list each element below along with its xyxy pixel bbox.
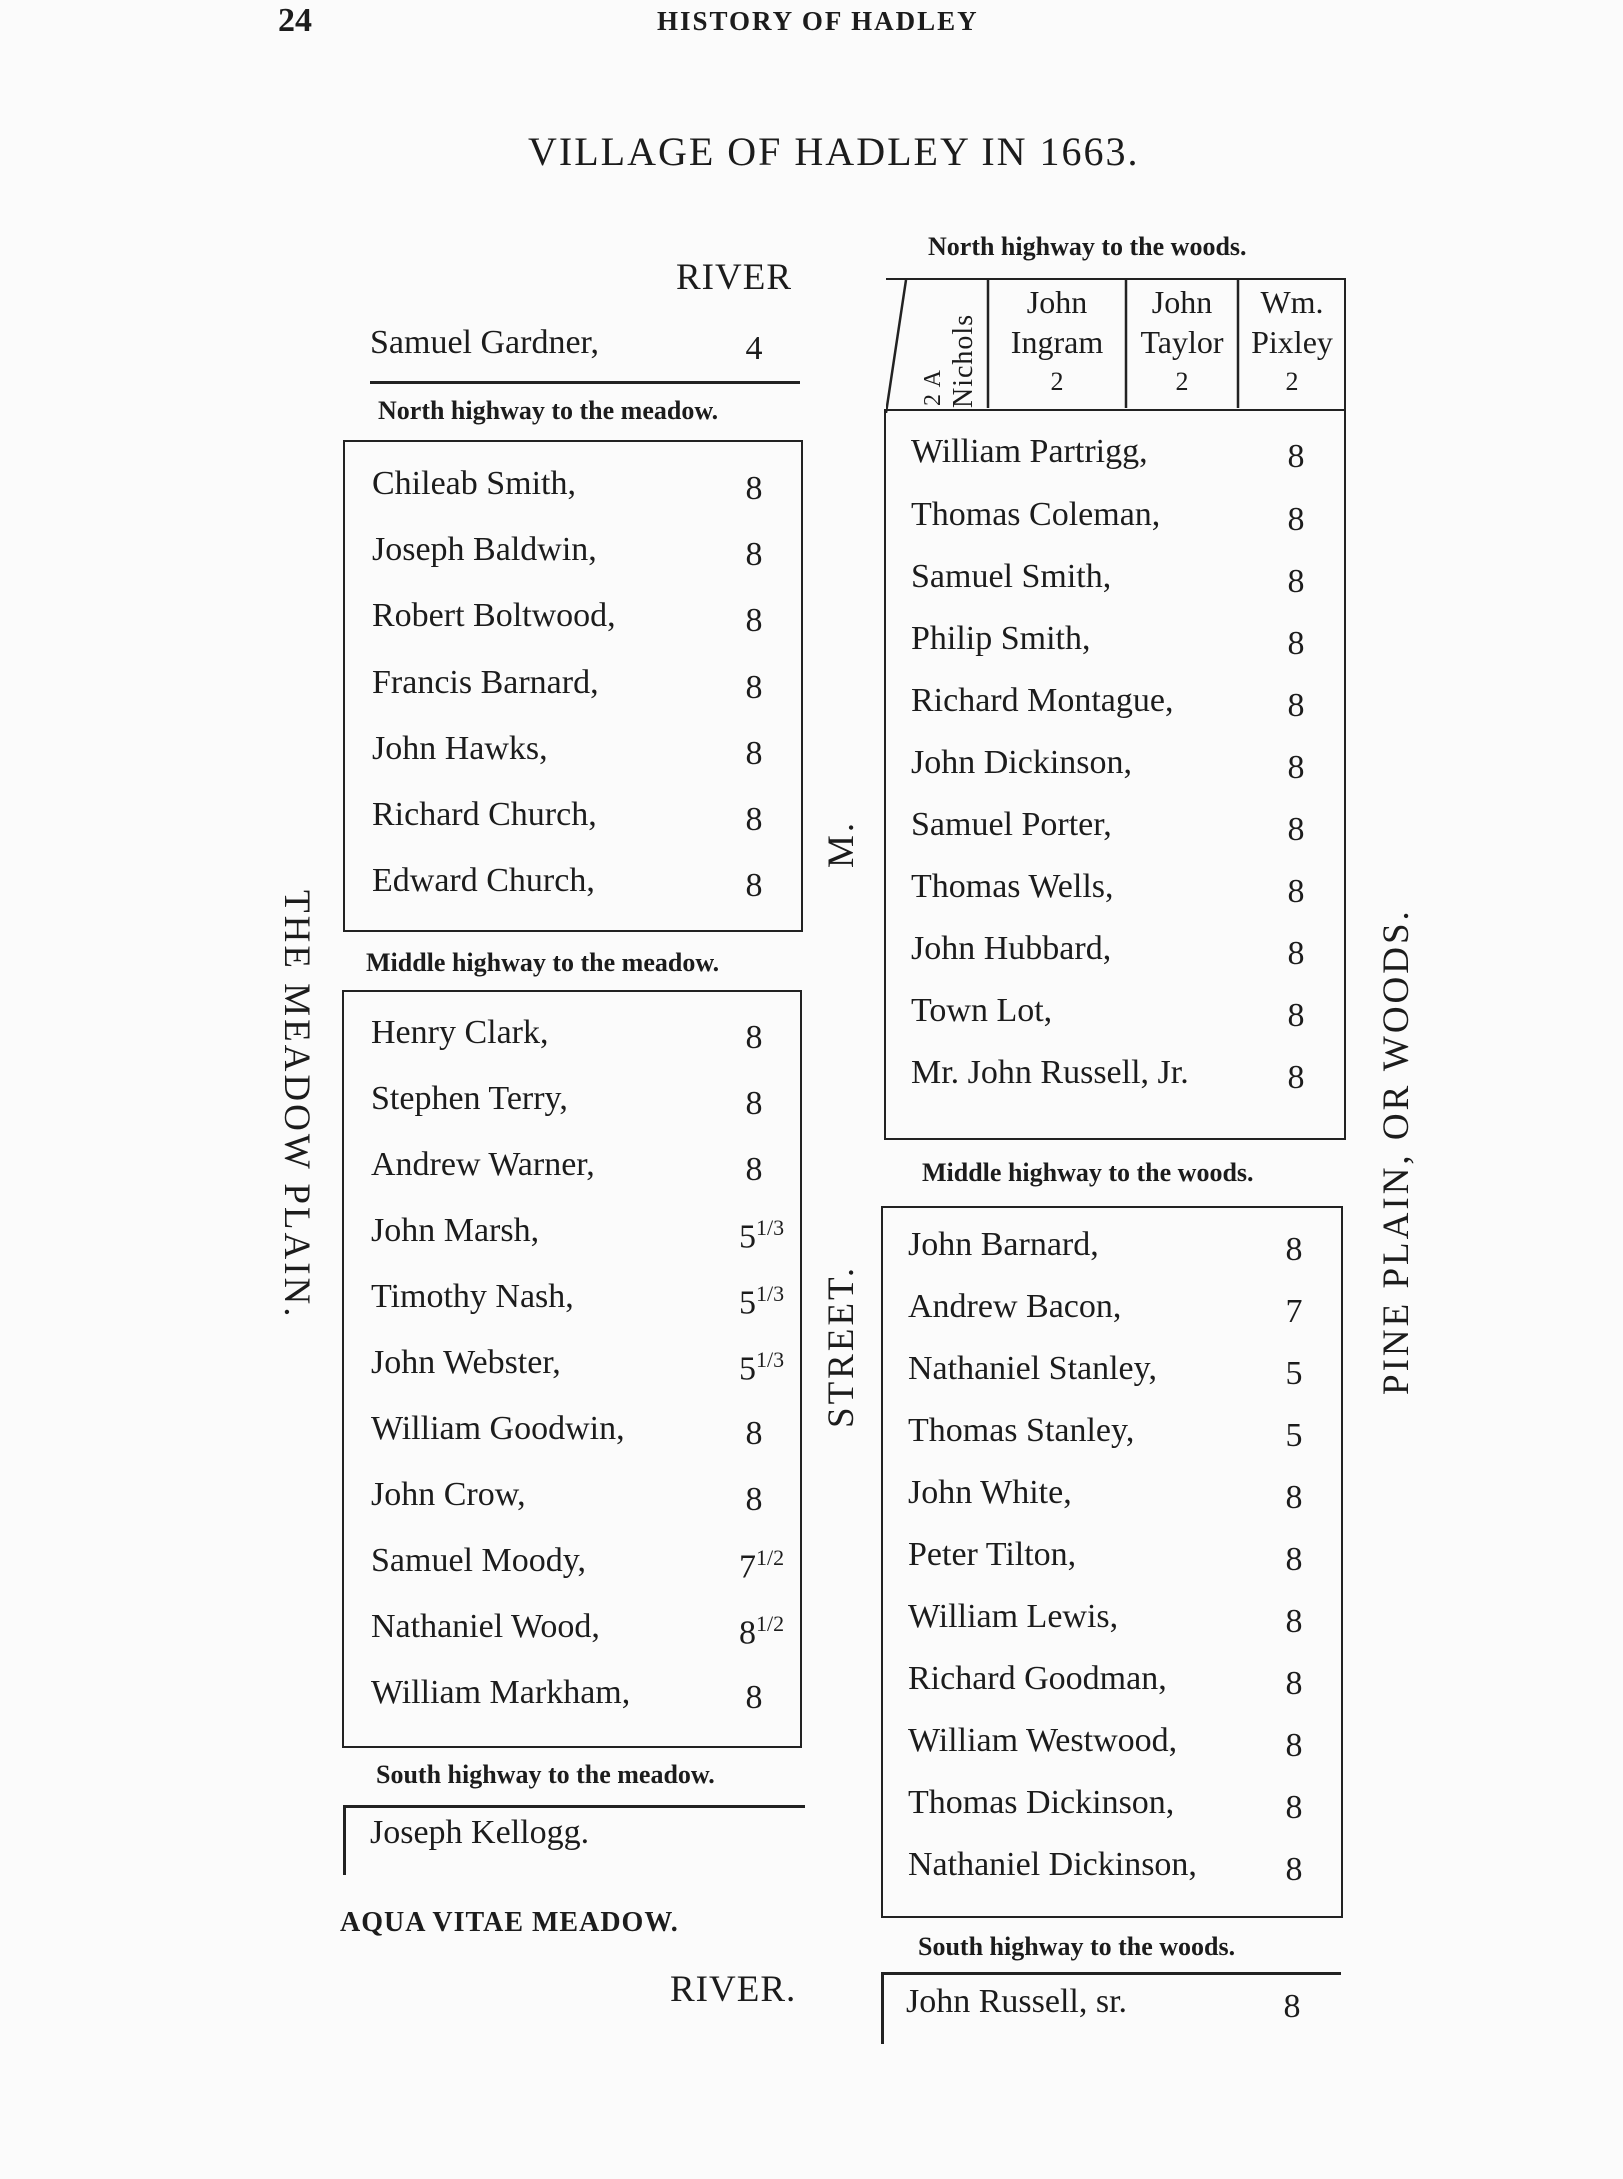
- lot-value: 8: [745, 1085, 763, 1122]
- divider-line: [343, 1805, 346, 1875]
- lot-name: Thomas Stanley,: [908, 1412, 1135, 1449]
- lot-name: Andrew Bacon,: [908, 1288, 1122, 1325]
- lot-value: 8: [1287, 687, 1305, 724]
- river-label-bottom: RIVER.: [670, 1969, 797, 2010]
- lot-name: Francis Barnard,: [372, 664, 599, 701]
- lot-value: 8: [1285, 1851, 1303, 1888]
- lot-value: 8: [1285, 1479, 1303, 1516]
- lot-name: Samuel Porter,: [911, 806, 1112, 843]
- lot-value: 8: [1287, 501, 1305, 538]
- page-number: 24: [278, 2, 312, 39]
- aqua-vitae-meadow-label: AQUA VITAE MEADOW.: [340, 1907, 679, 1938]
- lot-value: 8: [1287, 749, 1305, 786]
- lot-name: John White,: [908, 1474, 1072, 1511]
- lot-name: Samuel Smith,: [911, 558, 1112, 595]
- middle-highway-woods: Middle highway to the woods.: [922, 1158, 1254, 1187]
- west-north-block: [343, 440, 803, 932]
- lot-name: Nathaniel Stanley,: [908, 1350, 1157, 1387]
- lot-name-line: Taylor: [1140, 324, 1224, 360]
- lot-value: 8: [745, 1019, 763, 1056]
- lot-name: Samuel Gardner,: [370, 324, 600, 361]
- lot-name: William Westwood,: [908, 1722, 1178, 1759]
- lot-name-line: John: [1026, 284, 1088, 320]
- lot-name: Nathaniel Wood,: [371, 1608, 600, 1645]
- north-lots-row: [886, 278, 1346, 411]
- lot-name: Mr. John Russell, Jr.: [911, 1054, 1189, 1091]
- lot-value: 2: [1285, 367, 1299, 396]
- lot-name: John Marsh,: [371, 1212, 540, 1249]
- lot-value: $5^{1/3}$: [739, 1215, 785, 1256]
- lot-name: John Hawks,: [372, 730, 548, 767]
- lot-value: $5^{1/3}$: [739, 1347, 785, 1388]
- lot-name-line: Wm.: [1260, 284, 1324, 320]
- lot-value: 8: [1285, 1231, 1303, 1268]
- north-highway-woods: North highway to the woods.: [928, 232, 1247, 261]
- lot-name: William Partrigg,: [911, 433, 1148, 470]
- lot-value: 5: [1285, 1417, 1303, 1454]
- lot-value: 8: [745, 669, 763, 706]
- lot-value: 8: [1285, 1603, 1303, 1640]
- lot-name: John Crow,: [371, 1476, 526, 1513]
- divider-line: [370, 381, 800, 384]
- lot-value: 8: [1287, 438, 1305, 475]
- running-head: HISTORY OF HADLEY: [657, 6, 979, 36]
- lot-value: 8: [1285, 1541, 1303, 1578]
- west-south-block: [342, 990, 802, 1748]
- lot-name-line: Ingram: [1010, 324, 1104, 360]
- lot-value: 8: [745, 1415, 763, 1452]
- meadow-plain-label: THE MEADOW PLAIN.: [276, 890, 317, 1320]
- lot-name: Andrew Warner,: [371, 1146, 595, 1183]
- lot-value: $7^{1/2}$: [739, 1545, 785, 1586]
- lot-value: $8^{1/2}$: [739, 1611, 785, 1652]
- lot-name-line: Pixley: [1251, 324, 1333, 360]
- lot-name: Timothy Nash,: [371, 1278, 574, 1315]
- lot-value: 8: [745, 735, 763, 772]
- divider-line: [343, 1805, 805, 1808]
- lot-name: Edward Church,: [372, 862, 595, 899]
- lot-acreage: 2 A: [920, 368, 946, 406]
- page-title: VILLAGE OF HADLEY IN 1663.: [528, 129, 1140, 174]
- lot-value: 8: [1287, 997, 1305, 1034]
- lot-value: 8: [745, 602, 763, 639]
- lot-name-line: John: [1151, 284, 1213, 320]
- lot-name: Stephen Terry,: [371, 1080, 568, 1117]
- lot-value: 8: [745, 1481, 763, 1518]
- divider-line: [881, 1972, 884, 2044]
- river-label-top: RIVER: [676, 257, 792, 298]
- lot-name: Richard Church,: [372, 796, 597, 833]
- lot-value: 8: [1287, 935, 1305, 972]
- lot-name: John Russell, sr.: [906, 1983, 1128, 2020]
- lot-name: Joseph Kellogg.: [370, 1814, 590, 1851]
- lot-value: 5: [1285, 1355, 1303, 1392]
- lot-value: 8: [745, 867, 763, 904]
- street-label: STREET.: [821, 1264, 862, 1428]
- lot-value: 8: [1285, 1727, 1303, 1764]
- lot-name: John Webster,: [371, 1344, 561, 1381]
- pine-plain-label: PINE PLAIN, OR WOODS.: [1376, 908, 1417, 1395]
- divider-line: [881, 1972, 1341, 1975]
- lot-value: 8: [745, 801, 763, 838]
- lot-value: 8: [1287, 625, 1305, 662]
- lot-name: John Dickinson,: [911, 744, 1132, 781]
- lot-name: Thomas Coleman,: [911, 496, 1161, 533]
- lot-value: 8: [1287, 1059, 1305, 1096]
- lot-name: Nichols: [948, 313, 979, 408]
- lot-name: William Lewis,: [908, 1598, 1119, 1635]
- lot-name: Samuel Moody,: [371, 1542, 587, 1579]
- north-lot-cell: [988, 282, 1126, 402]
- lot-value: 4: [745, 330, 763, 367]
- lot-name: William Goodwin,: [371, 1410, 625, 1447]
- lot-value: 7: [1285, 1293, 1303, 1330]
- lot-value: 8: [1287, 811, 1305, 848]
- street-m-label: M.: [821, 819, 862, 868]
- lot-name: John Barnard,: [908, 1226, 1099, 1263]
- north-lot-cell: [1126, 282, 1238, 402]
- lot-value: 8: [1285, 1665, 1303, 1702]
- lot-name: Henry Clark,: [371, 1014, 549, 1051]
- lot-name: Robert Boltwood,: [372, 597, 616, 634]
- south-highway-woods: South highway to the woods.: [918, 1932, 1236, 1961]
- lot-value: 8: [745, 1151, 763, 1188]
- lot-name: John Hubbard,: [911, 930, 1112, 967]
- south-highway-meadow: South highway to the meadow.: [376, 1760, 715, 1789]
- lot-value: 8: [1283, 1988, 1301, 2025]
- north-highway-meadow: North highway to the meadow.: [378, 396, 719, 425]
- east-south-block: [881, 1206, 1343, 1918]
- lot-value: 8: [1287, 563, 1305, 600]
- lot-name: Chileab Smith,: [372, 465, 576, 502]
- lot-value: 8: [745, 1679, 763, 1716]
- lot-value: 2: [1050, 367, 1064, 396]
- lot-name: Thomas Dickinson,: [908, 1784, 1175, 1821]
- lot-name: Richard Montague,: [911, 682, 1174, 719]
- lot-name: Joseph Baldwin,: [372, 531, 597, 568]
- lot-name: Thomas Wells,: [911, 868, 1114, 905]
- lot-name: Nathaniel Dickinson,: [908, 1846, 1197, 1883]
- lot-value: $5^{1/3}$: [739, 1281, 785, 1322]
- lot-value: 2: [1175, 367, 1189, 396]
- north-lot-cell: [1238, 282, 1346, 402]
- lot-name: Peter Tilton,: [908, 1536, 1077, 1573]
- lot-value: 8: [1285, 1789, 1303, 1826]
- lot-name: Richard Goodman,: [908, 1660, 1167, 1697]
- lot-value: 8: [745, 470, 763, 507]
- lot-value: 8: [1287, 873, 1305, 910]
- east-north-block: [884, 409, 1346, 1140]
- lot-name: William Markham,: [371, 1674, 631, 1711]
- middle-highway-meadow: Middle highway to the meadow.: [366, 948, 720, 977]
- lot-value: 8: [745, 536, 763, 573]
- lot-name: Philip Smith,: [911, 620, 1091, 657]
- lot-name: Town Lot,: [911, 992, 1053, 1029]
